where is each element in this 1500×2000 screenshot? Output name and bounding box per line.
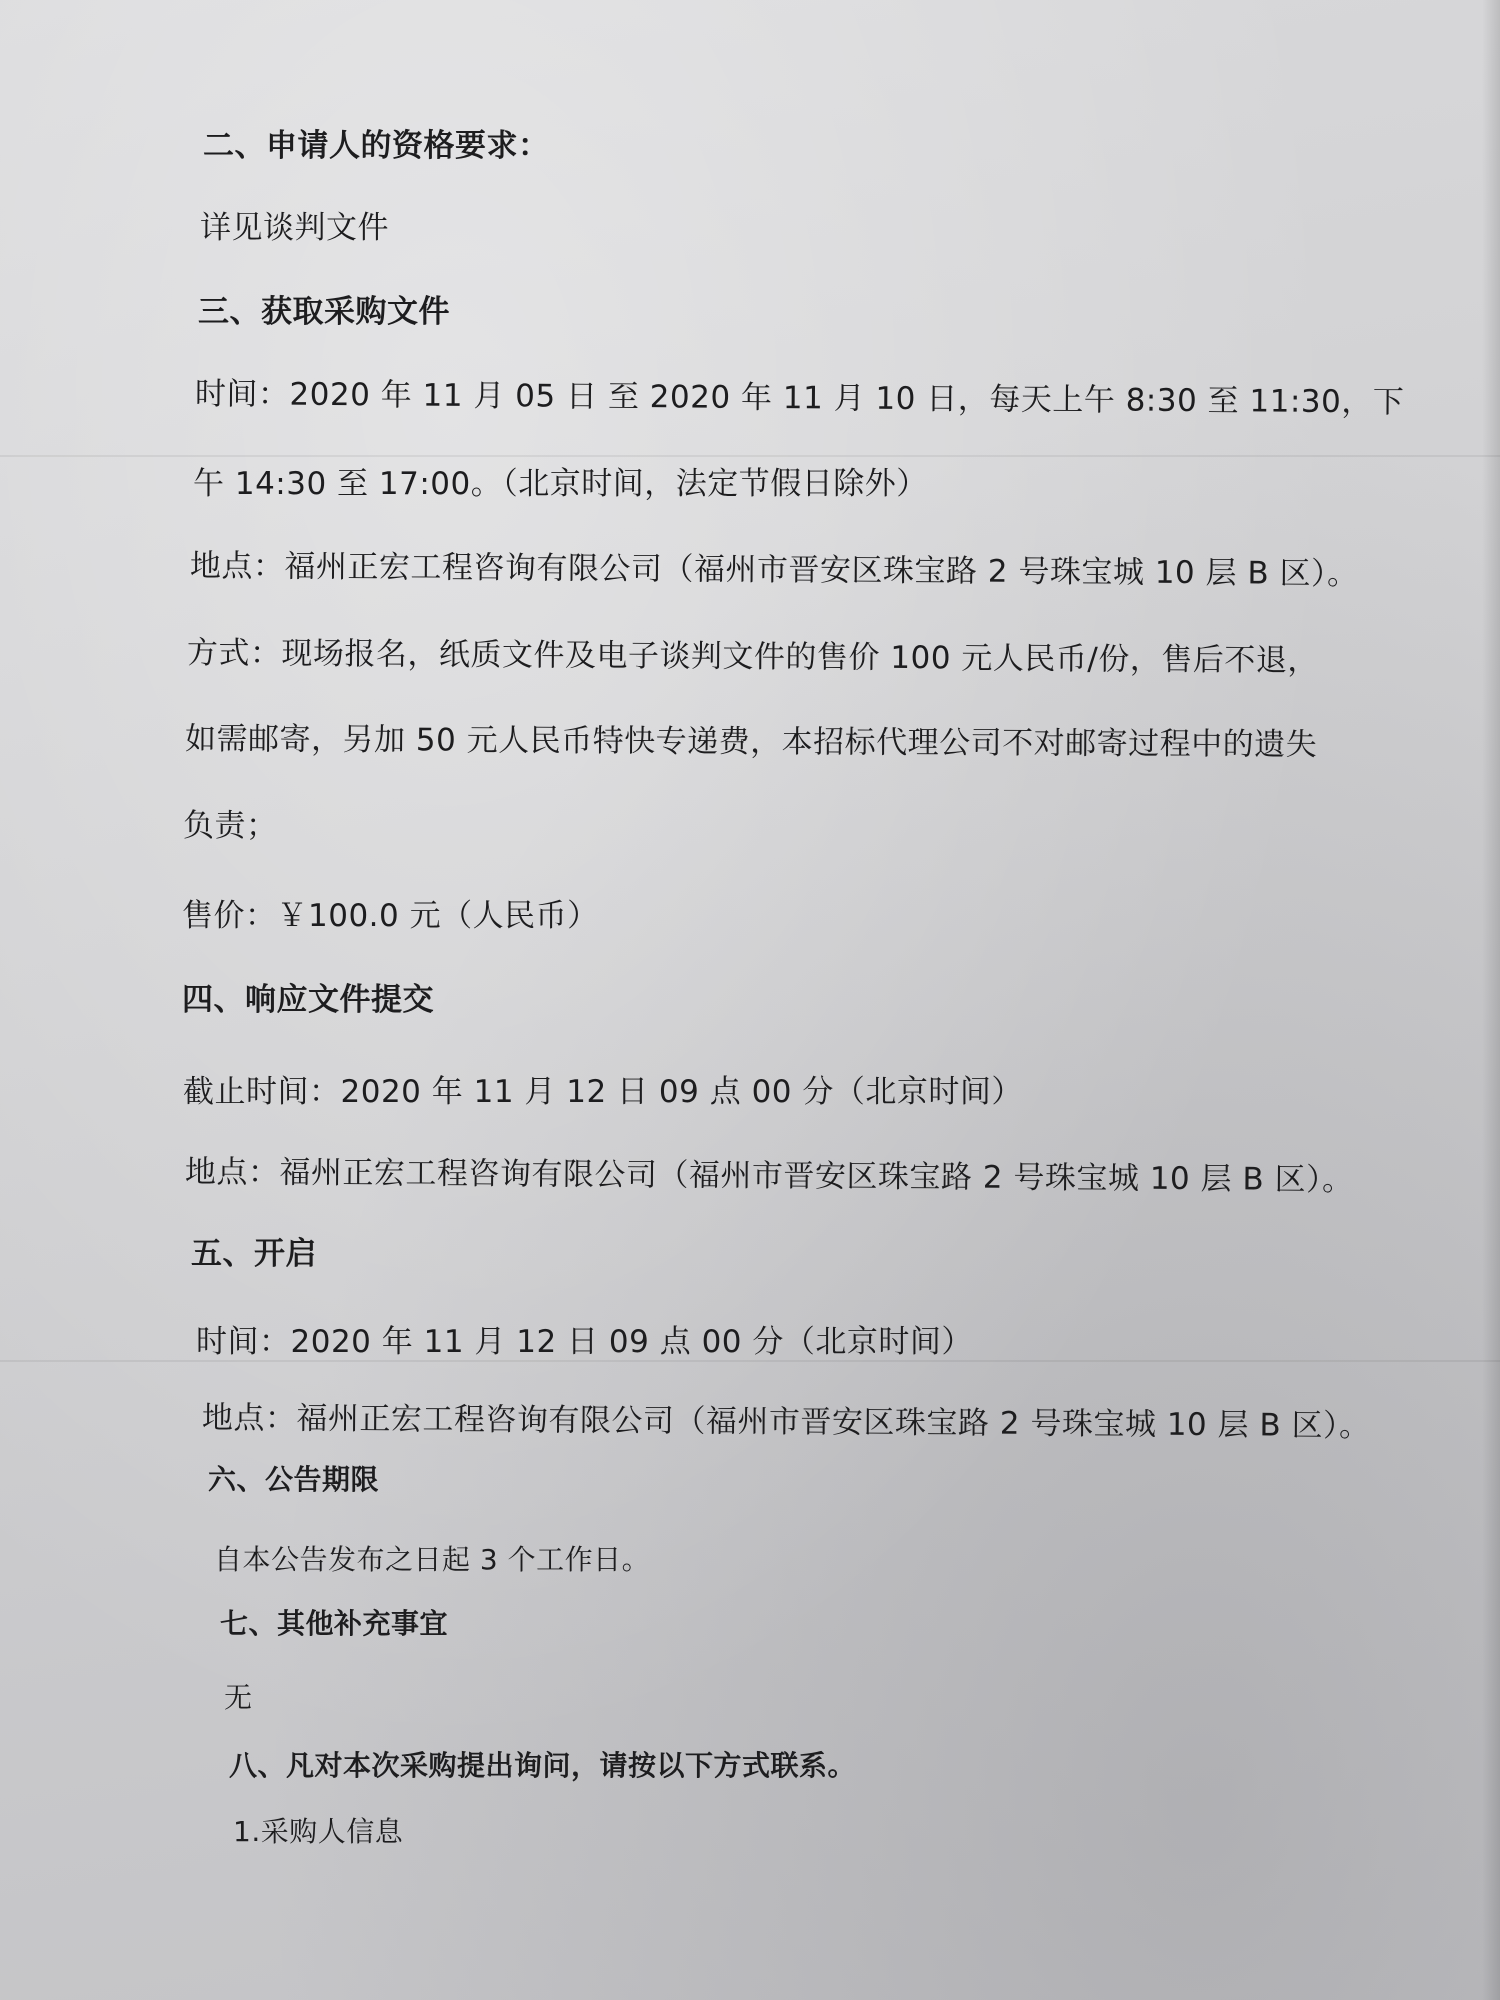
section-7-heading: 七、其他补充事宜 (220, 1607, 449, 1640)
section-4-place: 地点：福州正宏工程咨询有限公司（福州市晋安区珠宝路 2 号珠宝城 10 层 B 区）。 (184, 1154, 1354, 1199)
section-5-heading: 五、开启 (191, 1236, 317, 1272)
section-8-item-1: 1.采购人信息 (233, 1815, 404, 1848)
section-5-place: 地点：福州正宏工程咨询有限公司（福州市晋安区珠宝路 2 号珠宝城 10 层 B 区）。 (201, 1400, 1371, 1445)
section-6-body: 自本公告发布之日起 3 个工作日。 (214, 1543, 651, 1576)
section-2-body: 详见谈判文件 (200, 210, 389, 246)
section-4-heading: 四、响应文件提交 (182, 982, 434, 1018)
section-5-time: 时间：2020 年 11 月 12 日 09 点 00 分（北京时间） (196, 1324, 973, 1360)
section-6-heading: 六、公告期限 (208, 1463, 380, 1496)
section-3-place: 地点：福州正宏工程咨询有限公司（福州市晋安区珠宝路 2 号珠宝城 10 层 B 区）。 (189, 548, 1359, 593)
section-3-time-line-2: 午 14:30 至 17:00。（北京时间，法定节假日除外） (193, 466, 928, 502)
section-3-method-line-2: 如需邮寄，另加 50 元人民币特快专递费，本招标代理公司不对邮寄过程中的遗失 (184, 721, 1318, 763)
section-2-heading: 二、申请人的资格要求： (203, 128, 550, 164)
section-3-method-line-1: 方式：现场报名，纸质文件及电子谈判文件的售价 100 元人民币/份，售后不退， (186, 635, 1319, 679)
page-edge-shadow (1482, 0, 1500, 2000)
section-3-heading: 三、获取采购文件 (198, 294, 450, 330)
section-4-deadline: 截止时间：2020 年 11 月 12 日 09 点 00 分（北京时间） (183, 1074, 1023, 1110)
section-3-method-line-3: 负责； (183, 808, 278, 844)
paper-fold (0, 455, 1500, 457)
section-3-price: 售价：￥100.0 元（人民币） (182, 898, 599, 934)
section-3-time-line-1: 时间：2020 年 11 月 05 日 至 2020 年 11 月 10 日，每天上午 8:30 至 11:30，下 (194, 376, 1405, 421)
section-8-heading: 八、凡对本次采购提出询问，请按以下方式联系。 (229, 1749, 857, 1782)
section-7-body: 无 (224, 1681, 253, 1714)
